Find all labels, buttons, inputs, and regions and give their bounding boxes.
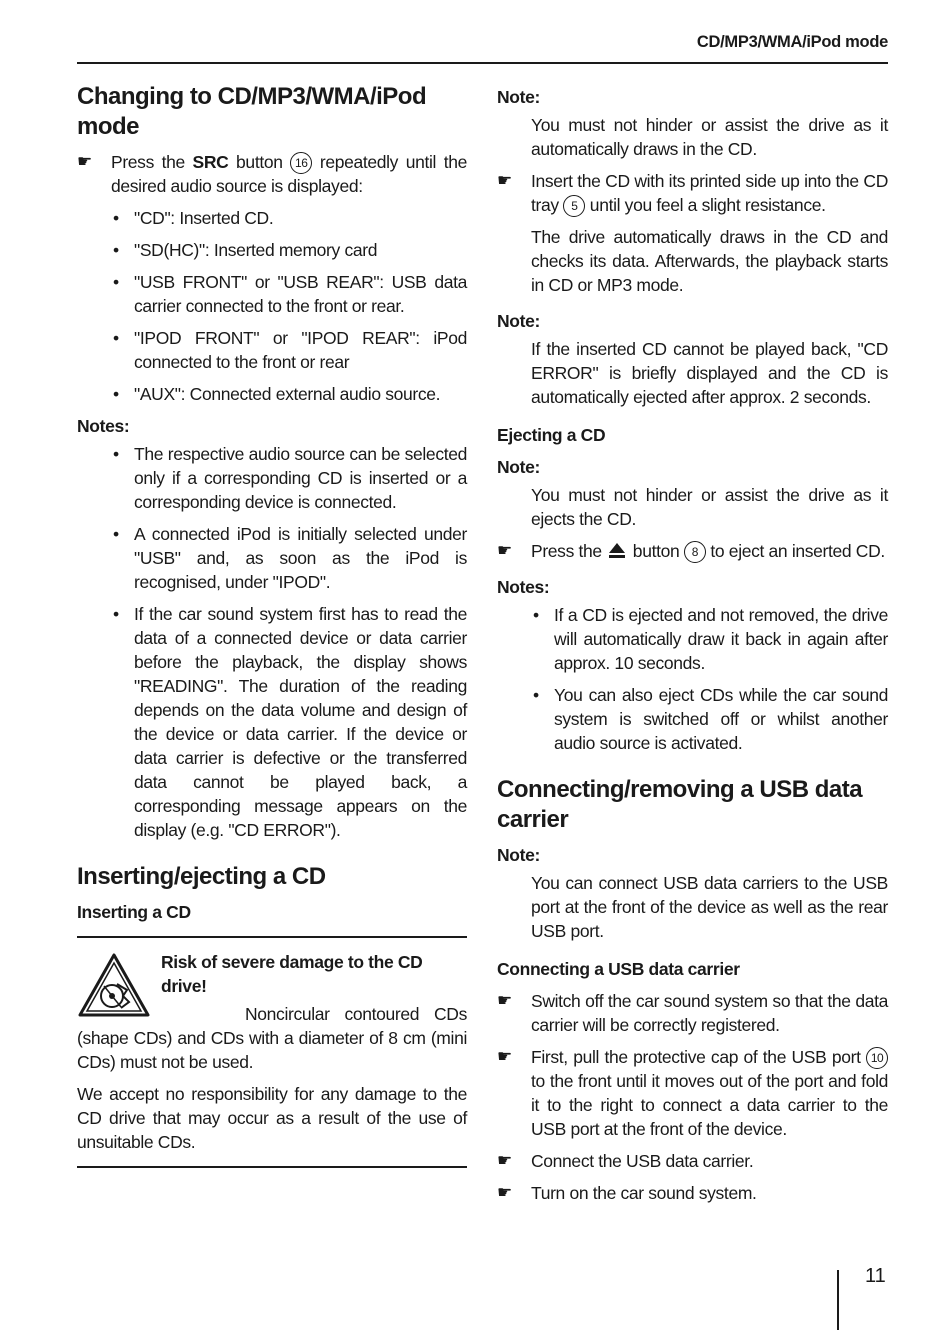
section-title-inserting: Inserting/ejecting a CD (77, 863, 326, 890)
instruction-step (497, 539, 888, 563)
left-column (77, 82, 467, 1168)
section-title-changing: Changing to CD/MP3/WMA/iPod mode (77, 83, 427, 140)
instruction-step (497, 169, 888, 217)
note-text: You can connect USB data carriers to the USB port at the front of the device as well as the rear USB port. (531, 873, 888, 941)
step-text: to the front until it moves out of the port and fold it to the right to connect a data carrier to the USB port at the front of the device. (531, 1071, 888, 1139)
running-head: CD/MP3/WMA/iPod mode (696, 33, 888, 51)
step-text: Switch off the car sound system so that the data carrier will be correctly registered. (531, 991, 888, 1035)
list-item: • "SD(HC)": Inserted memory card (113, 240, 378, 260)
instruction-step (497, 1181, 888, 1205)
step-text: repeatedly until the desired audio source is displayed: (111, 152, 467, 196)
list-item: • "USB FRONT" or "USB REAR": USB data carrier connected to the front or rear. (113, 272, 467, 316)
pointing-hand-icon: ☛ (497, 1047, 512, 1066)
list-item: • The respective audio source can be selected only if a corresponding CD is inserted or a corresponding device is connected. (113, 444, 467, 512)
list-item: • "CD": Inserted CD. (113, 208, 274, 228)
list-item: • If a CD is ejected and not removed, the drive will automatically draw it back in again after approx. 10 seconds. (533, 605, 888, 673)
list-item: • "AUX": Connected external audio source. (113, 384, 441, 404)
note-heading: Note: (497, 87, 540, 107)
step-text: Connect the USB data carrier. (531, 1151, 754, 1171)
step-text: Insert the CD with its printed side up into the CD tray (531, 171, 888, 215)
note-heading: Note: (497, 457, 540, 477)
warning-text: We accept no responsibility for any damage to the CD drive that may occur as a result of the use of unsuitable CDs. (77, 1084, 467, 1152)
step-text: button (628, 541, 684, 561)
callout-number: 16 (290, 152, 312, 174)
step-text: button (228, 152, 291, 172)
list-item: • "IPOD FRONT" or "IPOD REAR": iPod connected to the front or rear (113, 328, 467, 372)
subsection-title-inserting: Inserting a CD (77, 902, 191, 922)
note-heading: Note: (497, 845, 540, 865)
step-text: to eject an inserted CD. (705, 541, 885, 561)
right-column (497, 85, 888, 1213)
list-item: • If the car sound system first has to read the data of a connected device or data carrier before the playback, the display shows "READING". The duration of the reading depends on the data volume and design of the device or data carrier. If the device or data carrier is defective or the transferred data cannot be played back, a corresponding message appears on the display (e.g. "CD ERROR"). (113, 604, 467, 840)
list-item: • You can also eject CDs while the car sound system is switched off or whilst another audio source is activated. (533, 685, 888, 753)
pointing-hand-icon: ☛ (497, 991, 512, 1010)
pointing-hand-icon: ☛ (497, 541, 512, 560)
step-text: Press the (531, 541, 607, 561)
section-title-usb: Connecting/removing a USB data carrier (497, 776, 863, 833)
warning-box (77, 936, 467, 1168)
notes-list (111, 442, 467, 842)
callout-number: 8 (684, 541, 706, 563)
page-number-rule (837, 1270, 839, 1330)
instruction-step (77, 150, 467, 198)
cd-damage-warning-icon (77, 952, 151, 1018)
page-number: 11 (865, 1265, 886, 1287)
instruction-step (497, 1149, 888, 1173)
src-label: SRC (192, 152, 229, 172)
note-text: You must not hinder or assist the drive as it automatically draws in the CD. (531, 115, 888, 159)
list-item: • A connected iPod is initially selected under "USB" and, as soon as the iPod is recognised, under "IPOD". (113, 524, 467, 592)
instruction-step (497, 1045, 888, 1141)
eject-icon (608, 541, 626, 559)
notes-list (531, 603, 888, 755)
notes-heading: Notes: (77, 416, 130, 436)
header-rule (77, 62, 888, 64)
subsection-title-ejecting: Ejecting a CD (497, 425, 606, 445)
notes-heading: Notes: (497, 577, 550, 597)
pointing-hand-icon: ☛ (497, 171, 512, 190)
step-text: until you feel a slight resistance. (585, 195, 826, 215)
warning-title: Risk of severe damage to the CD drive! (161, 952, 423, 996)
step-text: Press the (111, 152, 193, 172)
step-text: First, pull the protective cap of the USB port (531, 1047, 866, 1067)
result-text: The drive automatically draws in the CD and checks its data. Afterwards, the playback starts in CD or MP3 mode. (531, 227, 888, 295)
pointing-hand-icon: ☛ (497, 1183, 512, 1202)
callout-number: 5 (563, 195, 585, 217)
step-text: Turn on the car sound system. (531, 1183, 757, 1203)
note-text: If the inserted CD cannot be played back, "CD ERROR" is briefly displayed and the CD is automatically ejected after approx. 2 seconds. (531, 339, 888, 407)
subsection-title-connecting-usb: Connecting a USB data carrier (497, 959, 740, 979)
note-text: You must not hinder or assist the drive as it ejects the CD. (531, 485, 888, 529)
instruction-step (497, 989, 888, 1037)
warning-text: Noncircular contoured CDs (shape CDs) and CDs with a diameter of 8 cm (mini CDs) must not be used. (77, 1004, 467, 1072)
pointing-hand-icon: ☛ (77, 152, 92, 171)
callout-number: 10 (866, 1047, 888, 1069)
note-heading: Note: (497, 311, 540, 331)
source-list (111, 206, 467, 406)
pointing-hand-icon: ☛ (497, 1151, 512, 1170)
